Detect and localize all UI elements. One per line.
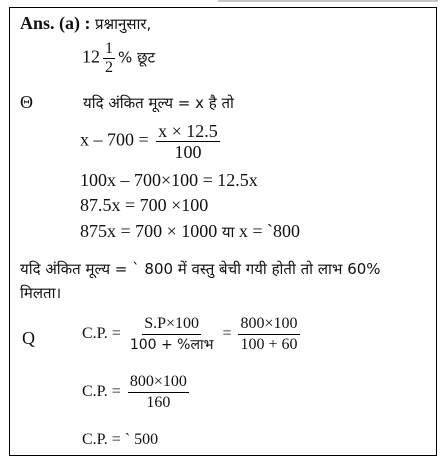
cp1-num2: 800×100 [238,314,299,335]
cp1-left: C.P. = [82,325,121,343]
discount-num: 1 [105,40,113,57]
cp1-den1: 100 + %लाभ [129,337,214,353]
solution-box [9,7,437,456]
eq4-word: या [221,223,235,241]
cp-equation-1 [82,314,303,355]
cp1-fraction-1 [128,314,216,355]
equation-3: 87.5x = 700 ×100 [80,195,209,215]
discount-suffix: % छूट [118,48,156,67]
cp2-num: 800×100 [128,372,189,393]
cp1-num1: S.P×100 [142,314,201,335]
discount-den: 2 [105,59,113,76]
cp-equation-3: C.P. = ` 500 [82,431,159,448]
cp2-den: 160 [146,394,171,411]
eq1-fraction [156,121,220,162]
cp-equation-2 [82,372,192,413]
eq1-num: x × 12.5 [158,121,218,141]
discount-fraction [103,40,115,77]
discount-whole: 12 [82,46,100,67]
statement-line-1: यदि अंकित मूल्य = ` 800 में वस्तु बेची गयी होती तो लाभ 60% [20,260,381,278]
q-symbol: Q [22,328,35,348]
theta-symbol: Θ [20,92,33,112]
equation-1 [80,121,223,162]
eq4-right: x = `800 [234,221,301,241]
answer-label: Ans. (a) : [20,13,91,33]
cp1-fraction-2 [238,314,299,355]
eq1-den: 100 [174,142,202,162]
eq1-left: x – 700 = [80,129,149,150]
answer-intro: प्रश्नानुसार, [95,15,152,33]
discount-line [82,40,155,77]
cp1-den2: 100 + 60 [240,336,298,353]
cp2-fraction [128,372,189,413]
assumption-text: यदि अंकित मूल्य = x है तो [83,94,234,112]
eq4-left: 875x = 700 × 1000 [80,221,222,241]
cp1-equals: = [222,325,232,343]
statement-line-2: मिलता। [20,284,62,302]
equation-2: 100x – 700×100 = 12.5x [80,170,258,190]
top-edge-bar [218,0,438,2]
cp2-left: C.P. = [82,383,121,401]
answer-header [20,13,151,34]
equation-4 [80,221,300,242]
